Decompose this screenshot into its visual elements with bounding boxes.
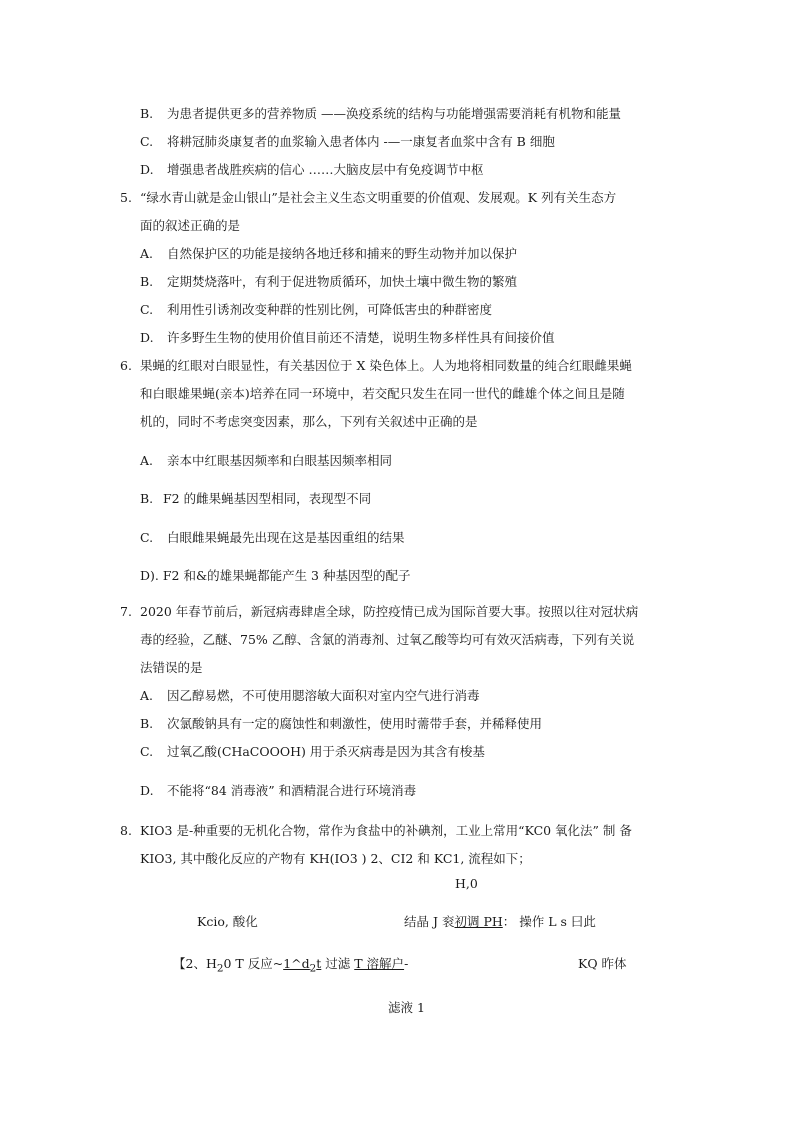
option-text: 因乙醇易燃，不可使用腮溶敏大面积对室内空气进行消毒 (167, 688, 480, 703)
option-text: 定期焚烧落叶，有利于促进物质循环，加快土壤中微生物的繁殖 (167, 274, 518, 289)
flow-step-text: 1^d (283, 956, 310, 971)
flow-step-text: 0 T 反应~ (223, 956, 284, 971)
flow-step-text: 过滤 (321, 956, 355, 971)
flow-reactant-label: Kcio, 酸化 (197, 914, 258, 929)
question-number: 8. (120, 823, 132, 838)
option-text: F2 的雌果蝇基因型相同，表现型不同 (163, 491, 372, 506)
option-letter: B. (140, 106, 154, 121)
option-letter: C. (140, 530, 154, 545)
flow-step-text: t (316, 956, 322, 971)
option-text: 亲本中红眼基因频率和白眼基因频率相同 (167, 453, 393, 468)
flow-step-text: 结晶 J 衮 (404, 914, 455, 929)
option-text: 许多野生生物的使用价值目前还不清楚，说明生物多样性具有间接价值 (167, 330, 555, 345)
question-stem-line: 机的，同时不考虑突变因素，那么，下列有关叙述中正确的是 (140, 414, 478, 429)
question-stem-line: 法错误的是 (140, 660, 203, 675)
question-number: 6. (120, 358, 132, 373)
flow-step-text (283, 956, 322, 975)
option-text: 利用性引诱剂改变种群的性别比例，可降低害虫的种群密度 (167, 302, 493, 317)
option-text: D). F2 和&的雄果蝇都能产生 3 种基因型的配子 (140, 568, 411, 583)
flow-process-chain (173, 956, 408, 977)
flow-filtrate-label: 滤液 1 (388, 1000, 425, 1015)
option-letter: C. (140, 302, 154, 317)
option-text: 过氧乙酸(CHaCOOOH) 用于杀灭病毒是因为其含有梭基 (167, 744, 485, 759)
flow-product-label: KQ 昨体 (578, 956, 627, 971)
option-text: 白眼雌果蝇最先出现在这是基因重组的结果 (167, 530, 405, 545)
option-letter: D. (140, 783, 154, 798)
option-letter: D. (140, 162, 154, 177)
question-stem-line: 果蝇的红眼对白眼显性，有关基因位于 X 染色体上。人为地将相同数量的纯合红眼雌果蝇 (140, 358, 632, 373)
option-letter: B. (140, 716, 154, 731)
question-stem-line: 毒的经验，乙醚、75% 乙醇、含氯的消毒剂、过氧乙酸等均可有效灭活病毒，下列有关说 (140, 632, 635, 647)
question-number: 5. (120, 190, 132, 205)
option-letter: C. (140, 744, 154, 759)
flow-step-text: 【2、H (173, 956, 217, 971)
option-text: 不能将“84 消毒液” 和酒精混合进行环境消毒 (167, 783, 417, 798)
option-letter: B. (140, 274, 154, 289)
option-text: 将耕冠肺炎康复者的血浆输入患者体内 -—一康复者血浆中含有 B 细胞 (167, 134, 555, 149)
flow-step-text: T 溶解户 (354, 956, 405, 971)
option-letter: A. (140, 246, 154, 261)
option-letter: C. (140, 134, 154, 149)
option-text: 增强患者战胜疾病的信心 ……大脑皮层中有免疫调节中枢 (167, 162, 484, 177)
question-number: 7. (120, 604, 132, 619)
option-text: 为患者提供更多的营养物质 ——涣疫系统的结构与功能增强需要消耗有机物和能量 (167, 106, 621, 121)
flow-step-text: 2 (216, 962, 224, 975)
flow-step-right (404, 914, 596, 930)
flow-water-label: H,0 (455, 876, 478, 891)
question-stem-line: 和白眼雄果蝇(亲本)培养在同一环境中，若交配只发生在同一世代的雌雄个体之间且是随 (140, 386, 625, 401)
question-stem-line: 面的叙述正确的是 (140, 218, 241, 233)
question-stem-line: KIO3, 其中酸化反应的产物有 KH(IO3 ) 2、CI2 和 KC1, 流程如下； (140, 851, 531, 866)
option-letter: A. (140, 688, 154, 703)
flow-step-text: 2 (309, 962, 317, 975)
option-text: 自然保护区的功能是接纳各地迁移和捕来的野生动物并加以保护 (167, 246, 518, 261)
option-letter: A. (140, 453, 154, 468)
question-stem-line: “绿水青山就是金山银山”是社会主义生态文明重要的价值观、发展观。K 列有关生态方 (140, 190, 617, 205)
question-stem-line: KIO3 是-种重要的无机化合物，常作为食盐中的补碘剂，工业上常用“KC0 氧化法” 制 备 (140, 823, 632, 838)
question-stem-line: 2020 年春节前后，新冠病毒肆虐全球，防控疫情已成为国际首要大事。按照以往对冠状病 (140, 604, 639, 619)
flow-step-text: 初调 PH (454, 914, 503, 929)
option-letter: D. (140, 330, 154, 345)
flow-step-text: ： 操作 L s 曰此 (502, 914, 596, 929)
option-letter: B. (140, 491, 154, 506)
option-text: 次氯酸钠具有一定的腐蚀性和刺激性，使用时薷带手套，并稀释使用 (167, 716, 543, 731)
flow-step-text: - (404, 956, 409, 971)
